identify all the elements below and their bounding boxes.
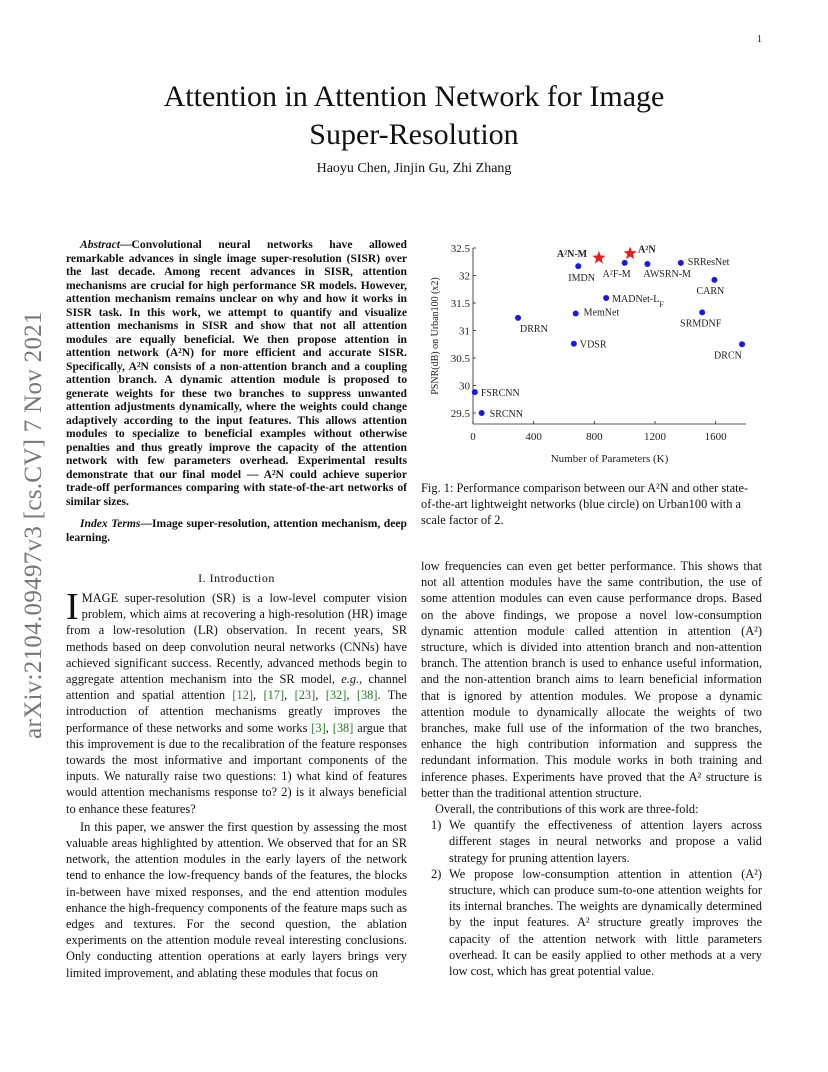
point-label: FSRCNN: [480, 388, 520, 400]
y-tick-label: 32: [459, 270, 470, 283]
index-terms-label: Index Terms: [80, 517, 141, 530]
arxiv-stamp: [14, 290, 54, 760]
y-tick-label: 29.5: [450, 408, 470, 420]
point-label: SRCNN: [489, 409, 524, 420]
y-tick-label: 30: [459, 380, 470, 393]
scatter-point: [739, 341, 745, 347]
list-item-number: 1): [431, 818, 442, 833]
page-number: 1: [757, 34, 762, 45]
scatter-point: [678, 260, 684, 266]
figure-caption: Fig. 1: Performance comparison between our A²N and other state-of-the-art lightweight networks (blue circle) on Urban100 with a scale factor of 2.: [421, 481, 749, 528]
paper-title: [90, 78, 738, 154]
scatter-point: [571, 341, 577, 347]
citation-link[interactable]: [3]: [311, 720, 326, 735]
scatter-point: [603, 295, 609, 301]
section-heading: I. Introduction: [198, 571, 275, 585]
dropcap: I: [66, 586, 79, 628]
scatter-point: [622, 260, 628, 266]
point-label: A²N-M: [556, 248, 588, 260]
title-line-2: Super-Resolution: [309, 118, 519, 151]
col2-paragraph-2: Overall, the contributions of this work are three-fold:: [435, 802, 699, 817]
x-tick-label: 0: [470, 431, 476, 443]
point-label: DRRN: [520, 323, 548, 335]
star-point: [624, 247, 637, 260]
contributions-list: [421, 817, 762, 979]
citation-link[interactable]: [38]: [332, 720, 354, 735]
point-label: A²N: [638, 244, 656, 256]
citation-link[interactable]: [32]: [325, 688, 347, 703]
point-label: AWSRN-M: [643, 268, 691, 280]
citation-link[interactable]: [38]: [356, 688, 378, 703]
point-label: SRMDNF: [680, 318, 722, 330]
scatter-point: [699, 309, 705, 315]
citation-link[interactable]: [23]: [294, 688, 316, 703]
col2-paragraph-1: low frequencies can even get better performance. This shows that not all attention modules have the same contribution, the use of some attention modules can even cause performance drops. Based on the above findings, we propose a novel low-consumption dynamic attention module called attention in attention (A²) structure, which is divided into attention branch and non-attention branch. The attention branch is used to enhance useful information, and the non-attention branch aims to learn beneficial information that is ignored by attention modules. We propose a dynamic attention module to dynamically allocate the weights of two branches, make full use of the information of the two branches, enhance the high contribution information and suppress the redundant information. This module works in both training and inference phases. Experiments have proved that the A² structure is better than the traditional attention structure.: [421, 559, 762, 800]
y-tick-label: 31.5: [450, 298, 470, 310]
citation-link[interactable]: [12]: [232, 688, 254, 703]
x-axis-label: Number of Parameters (K): [550, 453, 669, 465]
p1-c: . The introduction of attention mechanisms greatly improves the performance of these networks and some works: [66, 688, 407, 735]
scatter-point: [711, 277, 717, 283]
index-terms-text: —Image super-resolution, attention mechanism, deep learning.: [66, 517, 407, 544]
p1-b: , channel attention and spatial attention: [66, 672, 407, 703]
scatter-point: [575, 263, 581, 269]
point-label: MADNet-$L_F$: [612, 294, 664, 309]
p1-eg: e.g.: [341, 672, 360, 687]
abstract-label: Abstract: [80, 238, 120, 251]
arxiv-stamp-text: arXiv:2104.09497v3 [cs.CV] 7 Nov 2021: [20, 311, 47, 739]
star-point: [592, 251, 605, 264]
list-item-text: We quantify the effectiveness of attention layers across different stages in neural networks and propose a valid strategy for pruning attention layers.: [449, 818, 762, 865]
point-label: MemNet: [583, 307, 620, 319]
scatter-chart-svg: [420, 238, 760, 468]
list-item: [421, 817, 762, 866]
intro-paragraph-2: In this paper, we answer the first question by assessing the most valuable areas highlighted by attention. We observed that for an SR network, the attention modules in the early layers of the network tend to enhance the low-frequency bands of the features, the blocks in-between have mixed responses, and the end attention modules enhance the high-frequency components of the feature maps such as edges and textures. For the second question, the ablation experiments on the attention module reveal interesting conclusions. Only conducting attention operations at early layers brings very limited improvement, and ablating these modules that focus on: [66, 819, 407, 980]
authors: Haoyu Chen, Jinjin Gu, Zhi Zhang: [316, 161, 512, 176]
x-tick-label: 1200: [644, 431, 666, 443]
y-tick-label: 32.5: [450, 243, 470, 255]
abstract: [66, 238, 407, 508]
title-line-1: Attention in Attention Network for Image: [163, 80, 665, 113]
x-tick-label: 400: [525, 431, 542, 443]
scatter-point: [472, 389, 478, 395]
point-label: DRCN: [714, 350, 742, 362]
point-label: A²F-M: [602, 268, 631, 280]
p1-a: MAGE super-resolution (SR) is a low-level computer vision problem, which aims at recovering a high-resolution (HR) image from a low-resolution (LR) observation. In recent years, SR methods based on deep convolution neural networks (CNNs) have achieved significant success. Recently, advanced methods begin to aggregate attention mechanism into the SR model,: [66, 591, 407, 687]
y-tick-label: 30.5: [450, 353, 470, 365]
citation-link[interactable]: [17]: [263, 688, 285, 703]
scatter-point: [644, 261, 650, 267]
y-tick-label: 31: [459, 325, 470, 338]
x-tick-label: 800: [586, 431, 603, 443]
scatter-point: [515, 315, 521, 321]
abstract-text: —Convolutional neural networks have allowed remarkable advances in single image super-resolution (SISR) over the last decade. Among recent advances in SISR, attention mechanisms are crucial for high performance SR models. However, attention mechanism remains unclear on why and how it works in SISR task. In this work, we attempt to quantify and visualize attention mechanisms in SISR and show that not all attention modules are equally beneficial. We then propose attention in attention network (A²N) for more efficient and accurate SISR. Specifically, A²N consists of a non-attention branch and a coupling attention branch. A dynamic attention module is proposed to generate weights for these two branches to suppress unwanted attention adjustments dynamically, where the weights could change adaptively according to the input features. This allows attention modules to specialize to beneficial examples without otherwise penalties and thus greatly improve the capacity of the attention network with few parameters overhead. Experimental results demonstrate that our final model — A²N could achieve superior trade-off performances comparing with state-of-the-art networks of similar sizes.: [66, 238, 407, 508]
point-label-subscript: F: [659, 299, 664, 309]
point-label: CARN: [696, 285, 725, 297]
scatter-point: [573, 310, 579, 316]
point-label: VDSR: [579, 339, 607, 351]
y-axis-label: PSNR(dB) on Urban100 (x2): [430, 277, 441, 395]
list-item-text: We propose low-consumption attention in attention (A²) structure, which can produce sum-to-one attention weights for its internal branches. The weights are dynamically determined by the input features. A² structure greatly improves the capacity of the attention network with little parameters overhead. It can be easily applied to other methods at a very low cost, which has great potential value.: [449, 866, 762, 979]
x-tick-label: 1600: [704, 431, 727, 443]
list-item-number: 2): [431, 866, 442, 881]
index-terms: [66, 517, 407, 544]
point-label: SRResNet: [687, 256, 730, 268]
intro-paragraph-1: IMAGE super-resolution (SR) is a low-level computer vision problem, which aims at recovering a high-resolution (HR) image from a low-resolution (LR) observation. In recent years, SR methods based on deep convolution neural networks (CNNs) have achieved significant success. Recently, advanced methods begin to aggregate attention mechanism into the SR model, e.g., channel attention and spatial attention [12], [17], [23], [32], [38]. The introduction of attention mechanisms greatly improves the performance of these networks and some works [3], [38] argue that this improvement is due to the recalibration of the feature responses towards the most informative and important components of the inputs. We naturally raise two questions: 1) what kind of features would attention mechanisms response to? 2) is it always beneficial to enhance these features?: [66, 586, 407, 816]
intro-column-1: [66, 586, 407, 981]
point-label: IMDN: [568, 273, 595, 285]
p1-d: argue that this improvement is due to the recalibration of the feature responses towards the most informative and important components of the inputs. We naturally raise two questions: 1) what kind of features would attention mechanisms response to? 2) is it always beneficial to enhance these features?: [66, 720, 407, 816]
scatter-point: [479, 410, 485, 416]
figure-1-chart: [420, 238, 760, 468]
intro-column-2: [421, 558, 762, 979]
list-item: [421, 866, 762, 979]
